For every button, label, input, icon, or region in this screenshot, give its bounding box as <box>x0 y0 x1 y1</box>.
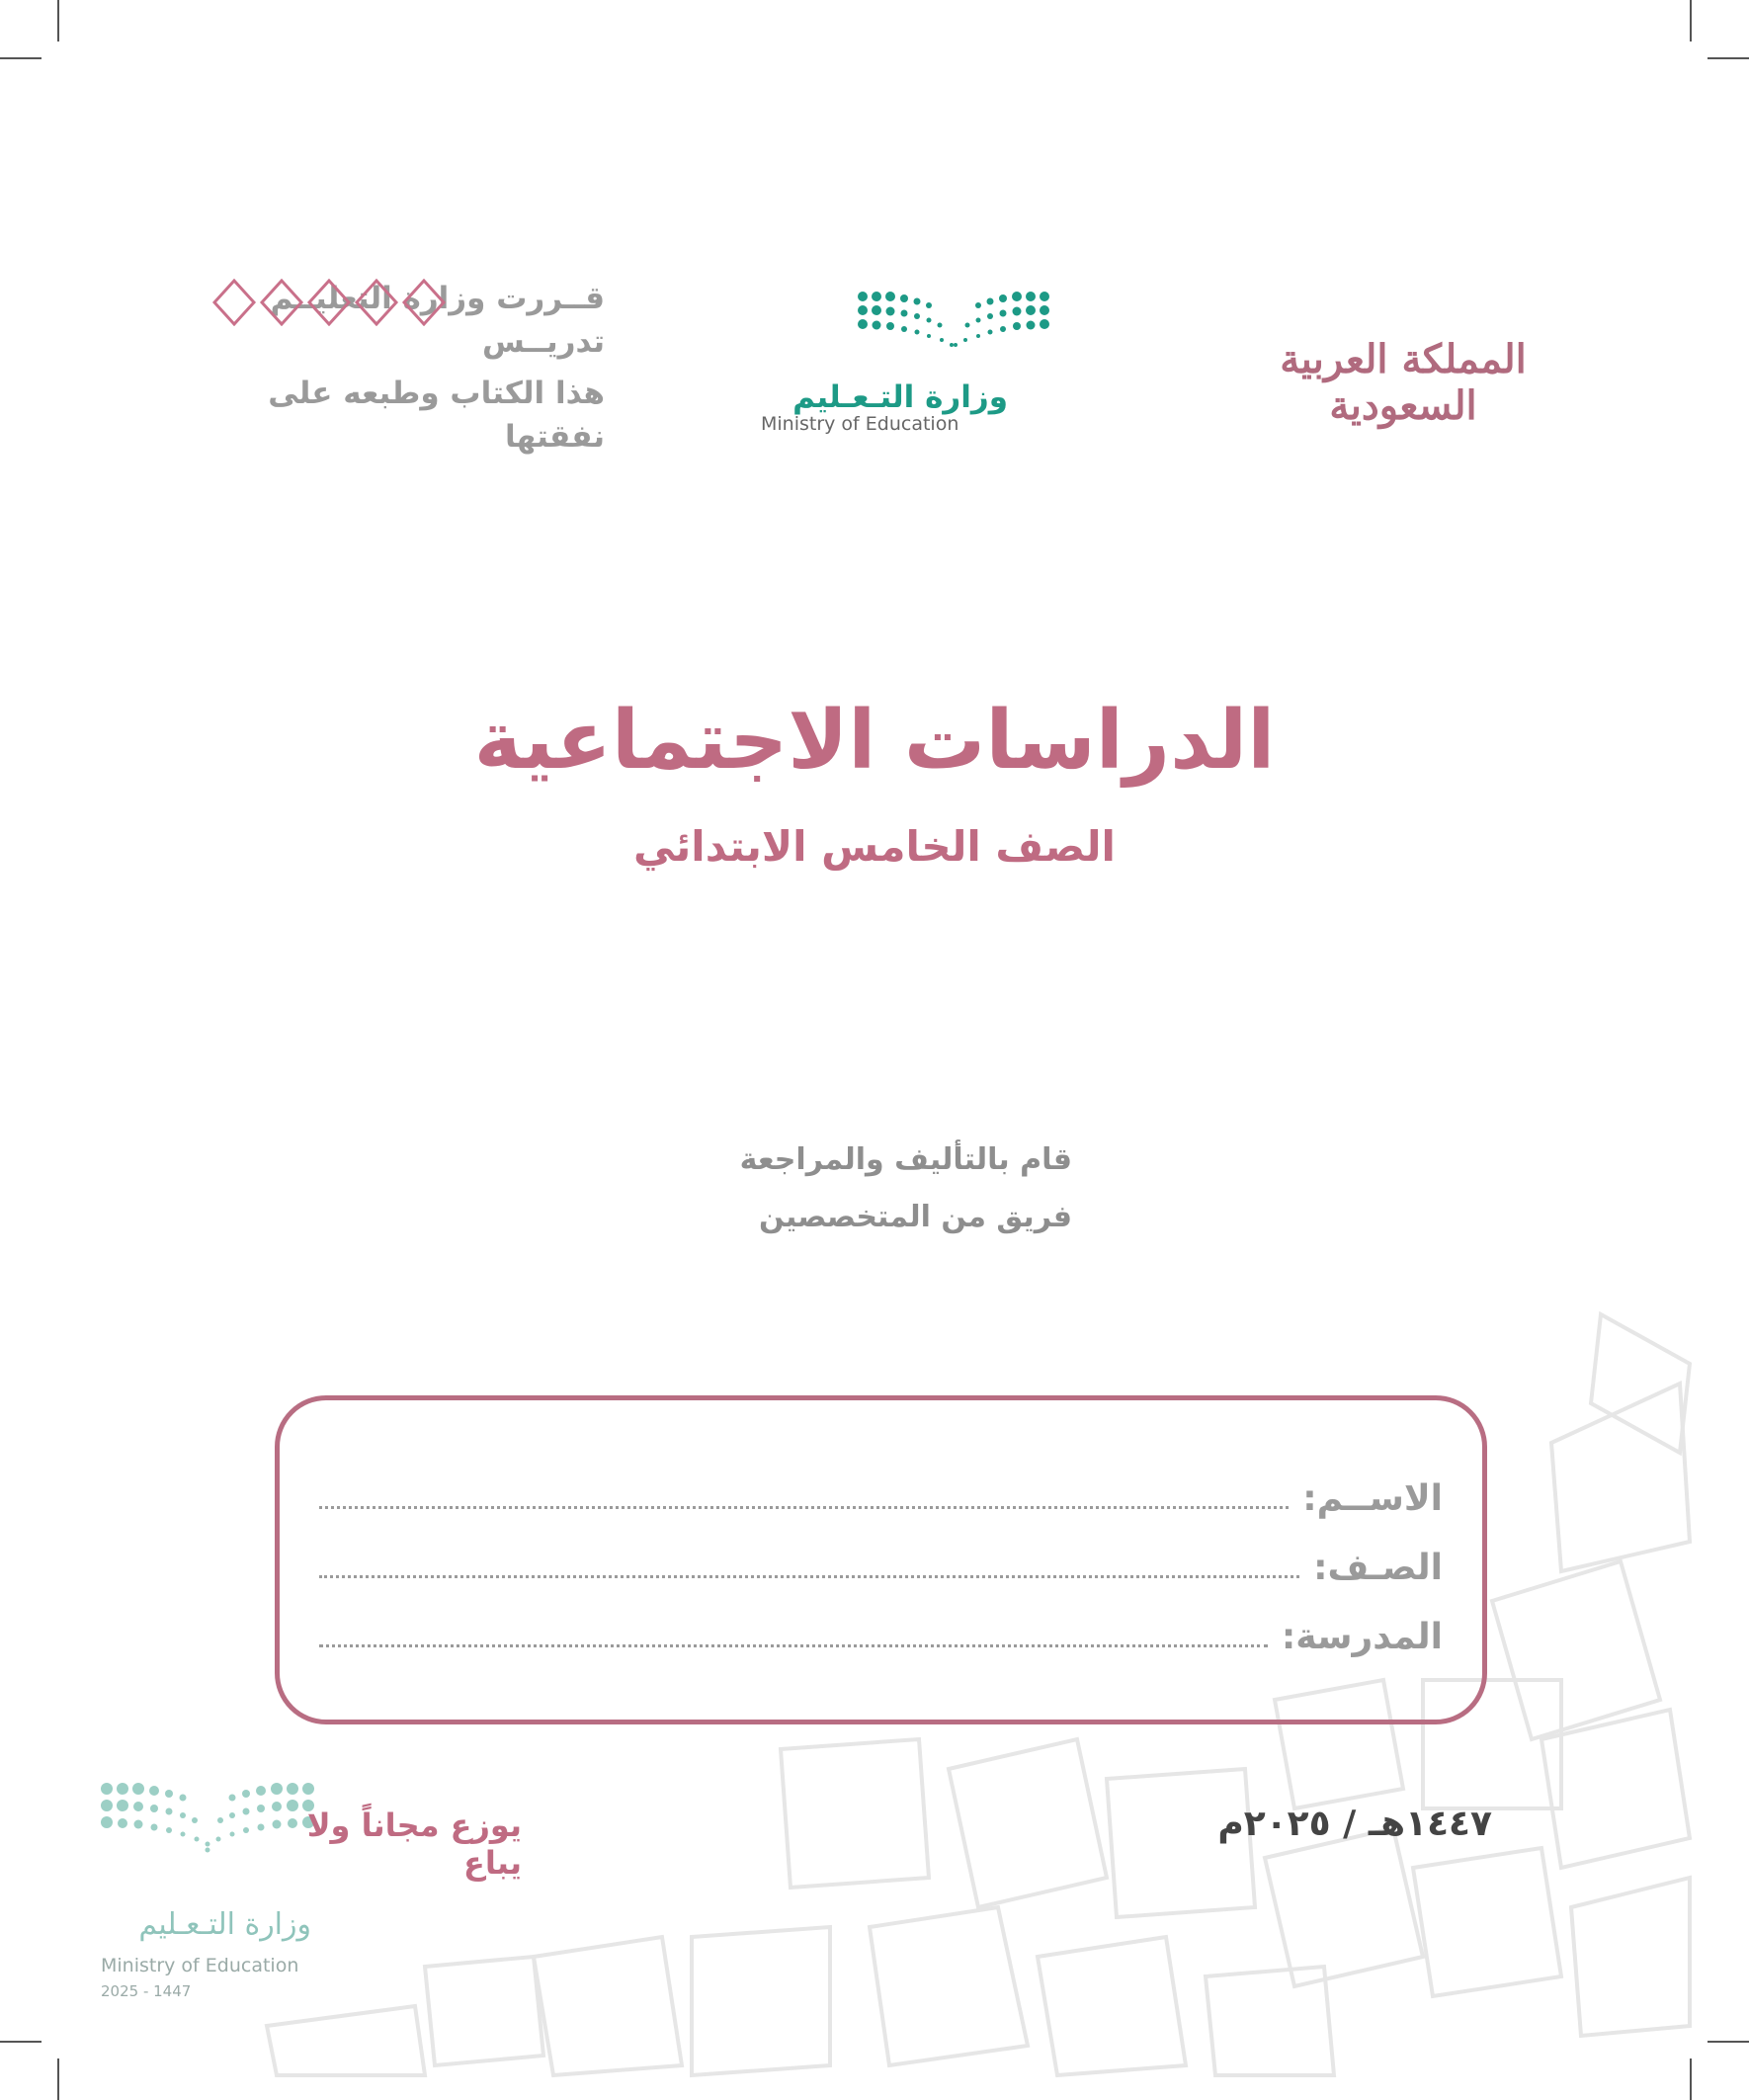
book-subtitle: الصف الخامس الابتدائي <box>633 822 1116 871</box>
ministry-name-ar: وزارة التـعـليم <box>792 379 1008 415</box>
diamond-stars-icon <box>212 279 450 326</box>
school-field[interactable] <box>319 1644 1268 1647</box>
authors-line-2: فريق من المتخصصين <box>759 1200 1072 1234</box>
form-row-name[interactable] <box>319 1460 1443 1519</box>
free-distribution-note: يوزع مجاناً ولا يباع <box>306 1806 522 1882</box>
ministry-name-en: Ministry of Education <box>761 413 959 435</box>
publication-date: ١٤٤٧هـ / ٢٠٢٥م <box>1217 1804 1492 1844</box>
authors-line-1: قام بالتأليف والمراجعة <box>739 1142 1072 1177</box>
name-field[interactable] <box>319 1506 1289 1509</box>
book-title: الدراسات الاجتماعية <box>473 694 1276 788</box>
ministry-logo-top <box>721 289 1008 447</box>
class-label: الصـف: <box>1313 1548 1443 1588</box>
form-row-class[interactable] <box>319 1529 1443 1588</box>
ministry-logo-bottom <box>99 1759 336 2016</box>
approval-line-1: قــررت وزارة التعليــم تدريــس <box>270 281 605 360</box>
school-label: المدرسة: <box>1281 1617 1443 1657</box>
authors-credit <box>578 1132 1072 1246</box>
student-info-box <box>275 1395 1487 1724</box>
dotted-book-icon <box>855 289 1052 358</box>
approval-line-2: هذا الكتاب وطبعه على نفقتها <box>268 376 605 455</box>
ministry-name-en-bottom: Ministry of Education <box>101 1955 299 1976</box>
ministry-name-ar-bottom: وزارة التـعـليم <box>138 1907 311 1942</box>
kingdom-calligraphy-icon: المملكة العربية السعودية <box>1280 336 1527 429</box>
ministry-years: 2025 - 1447 <box>101 1982 192 2000</box>
form-row-school[interactable] <box>319 1598 1443 1657</box>
name-label: الاســم: <box>1302 1478 1443 1519</box>
class-field[interactable] <box>319 1575 1299 1578</box>
